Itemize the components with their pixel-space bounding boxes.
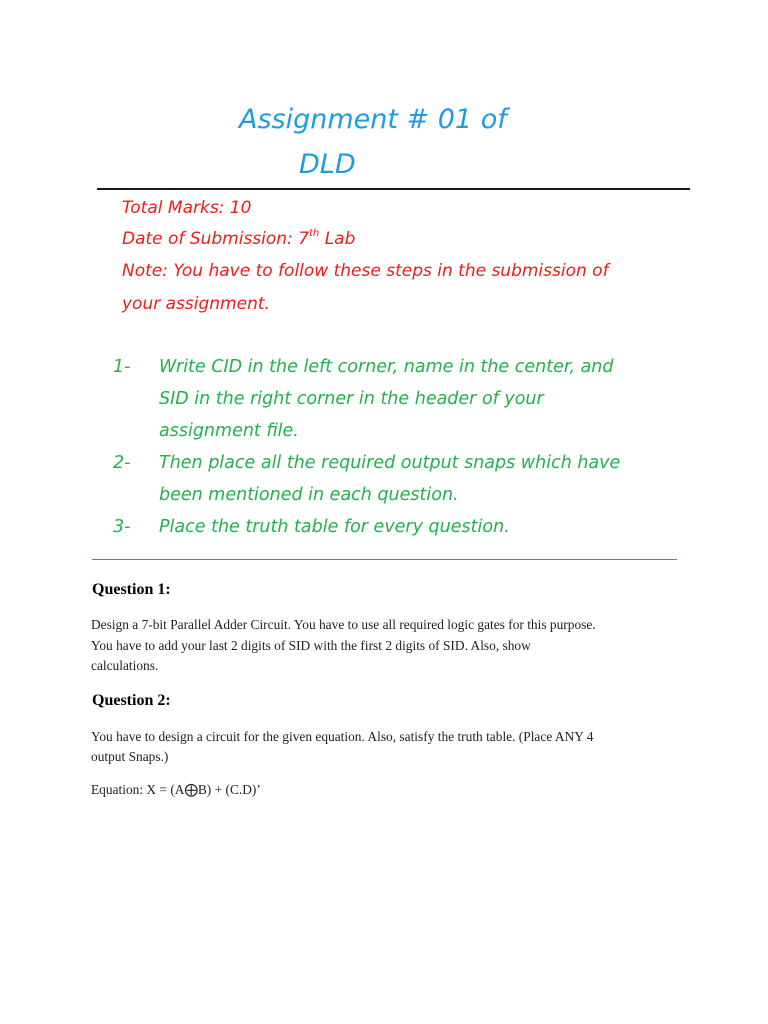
submission-date-suffix: Lab xyxy=(319,229,356,249)
note-line-1: Note: You have to follow these steps in the submission of xyxy=(122,261,609,281)
note-line-2: your assignment. xyxy=(122,294,270,314)
title-line-1: Assignment # 01 of xyxy=(239,104,507,135)
submission-date-prefix: Date of Submission: 7 xyxy=(122,229,310,249)
question-1-text-line: calculations. xyxy=(91,658,159,673)
question-2-text-line: output Snaps.) xyxy=(91,749,169,764)
step-text-line: Place the truth table for every question. xyxy=(159,517,510,537)
step-number: 3- xyxy=(113,517,131,537)
question-1-text-line: Design a 7-bit Parallel Adder Circuit. You have to use all required logic gates for this purpose. xyxy=(91,617,596,632)
total-marks: Total Marks: 10 xyxy=(122,198,252,218)
step-text-line: assignment file. xyxy=(159,421,299,441)
question-2-equation: Equation: X = (A⨁B) + (C.D)’ xyxy=(91,782,261,797)
question-1-heading: Question 1: xyxy=(92,581,171,598)
question-2-text-line: You have to design a circuit for the given equation. Also, satisfy the truth table. (Place ANY 4 xyxy=(91,729,594,744)
step-number: 2- xyxy=(113,453,131,473)
header-divider xyxy=(97,188,690,190)
question-1-text-line: You have to add your last 2 digits of SID with the first 2 digits of SID. Also, show xyxy=(91,638,531,653)
step-text-line: Write CID in the left corner, name in the center, and xyxy=(159,357,614,377)
title-line-2: DLD xyxy=(299,149,356,180)
step-number: 1- xyxy=(113,357,131,377)
question-2-heading: Question 2: xyxy=(92,692,171,709)
steps-divider xyxy=(92,559,677,560)
submission-date xyxy=(122,229,355,249)
submission-date-superscript: th xyxy=(309,228,320,239)
step-text-line: SID in the right corner in the header of your xyxy=(159,389,544,409)
step-text-line: been mentioned in each question. xyxy=(159,485,459,505)
step-text-line: Then place all the required output snaps which have xyxy=(159,453,621,473)
